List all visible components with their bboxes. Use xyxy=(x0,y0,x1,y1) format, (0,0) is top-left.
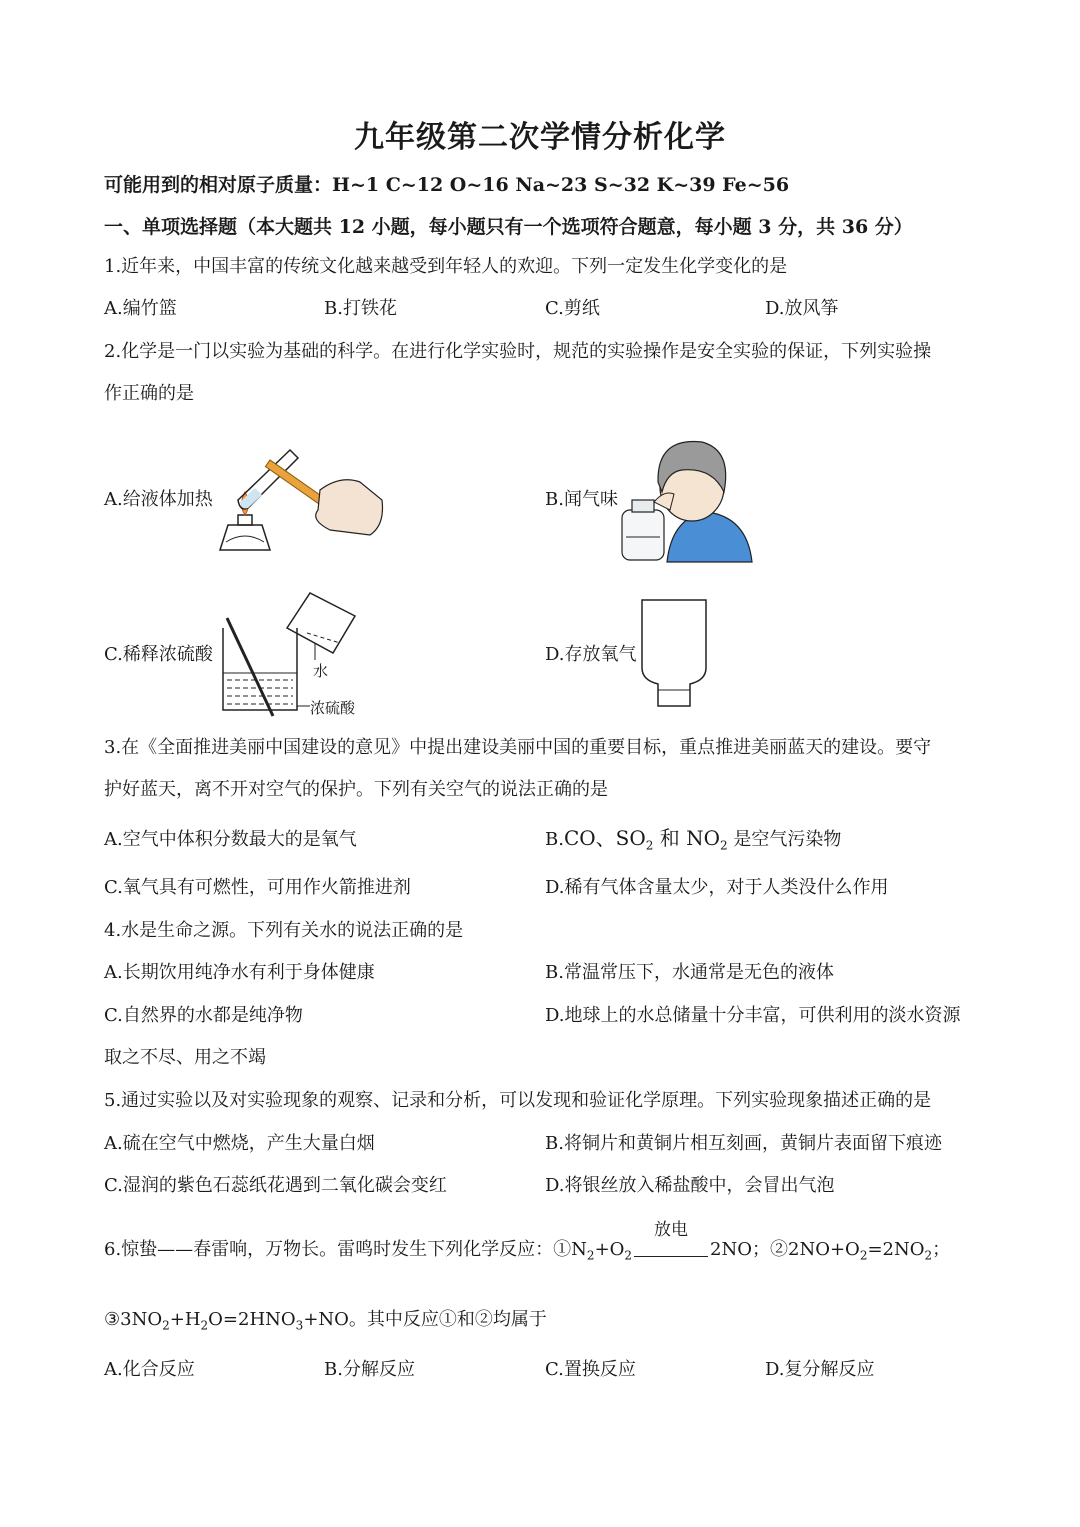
q2-option-b: B.闻气味 xyxy=(545,489,618,510)
q3-stem-line2: 护好蓝天，离不开对空气的保护。下列有关空气的说法正确的是 xyxy=(104,779,608,800)
q4-stem: 4.水是生命之源。下列有关水的说法正确的是 xyxy=(104,920,464,941)
q2-option-d: D.存放氧气 xyxy=(545,644,637,665)
section-heading: 一、单项选择题（本大题共 12 小题，每小题只有一个选项符合题意，每小题 3 分，共 36 分） xyxy=(104,216,913,238)
page-title: 九年级第二次学情分析化学 xyxy=(354,120,726,155)
q3-option-a: A.空气中体积分数最大的是氧气 xyxy=(104,829,357,850)
q4-option-d-line1: D.地球上的水总储量十分丰富，可供利用的淡水资源 xyxy=(545,1005,961,1026)
q5-option-d: D.将银丝放入稀盐酸中，会冒出气泡 xyxy=(545,1175,835,1196)
label-water: 水 xyxy=(313,662,329,680)
q1-stem: 1.近年来，中国丰富的传统文化越来越受到年轻人的欢迎。下列一定发生化学变化的是 xyxy=(104,256,788,277)
q2-stem-line2: 作正确的是 xyxy=(104,383,194,404)
q4-option-b: B.常温常压下，水通常是无色的液体 xyxy=(545,962,834,983)
q3-option-c: C.氧气具有可燃性，可用作火箭推进剂 xyxy=(104,877,411,898)
gas-bottle-illustration xyxy=(638,598,710,710)
q1-option-d: D.放风筝 xyxy=(765,298,839,319)
smelling-gas-illustration xyxy=(612,422,757,567)
q6-option-b: B.分解反应 xyxy=(324,1359,415,1380)
reaction-condition: 放电 xyxy=(634,1246,708,1257)
q1-option-a: A.编竹篮 xyxy=(104,298,177,319)
q5-stem: 5.通过实验以及对实验现象的观察、记录和分析，可以发现和验证化学原理。下列实验现象描述正确的是 xyxy=(104,1090,932,1111)
q5-option-c: C.湿润的紫色石蕊纸花遇到二氧化碳会变红 xyxy=(104,1175,447,1196)
q6-stem: 6.惊蛰——春雷响，万物长。雷鸣时发生下列化学反应：$①N_2+O_2$ 放电 2NO；$②2NO+O_2=2NO_2$； xyxy=(104,1220,951,1263)
q4-option-a: A.长期饮用纯净水有利于身体健康 xyxy=(104,962,375,983)
q5-option-a: A.硫在空气中燃烧，产生大量白烟 xyxy=(104,1133,375,1154)
q6-stem-line2: $③3NO_2+H_2O=2HNO_3+NO$。其中反应①和②均属于 xyxy=(104,1309,547,1333)
q6-option-d: D.复分解反应 xyxy=(765,1359,875,1380)
heating-liquid-illustration xyxy=(210,430,390,565)
q1-option-b: B.打铁花 xyxy=(324,298,397,319)
q6-option-a: A.化合反应 xyxy=(104,1359,195,1380)
q3-option-b: B.CO、$SO_2$ 和 $NO_2$ 是空气污染物 xyxy=(545,826,842,853)
q3-stem-line1: 3.在《全面推进美丽中国建设的意见》中提出建设美丽中国的重要目标，重点推进美丽蓝天的建设。要守 xyxy=(104,737,932,758)
q1-option-c: C.剪纸 xyxy=(545,298,600,319)
q4-option-d-line2: 取之不尽、用之不竭 xyxy=(104,1047,266,1068)
atomic-masses: 可能用到的相对原子质量：H~1 C~12 O~16 Na~23 S~32 K~39 Fe~56 xyxy=(104,174,790,196)
q2-option-a: A.给液体加热 xyxy=(104,489,213,510)
q6-option-c: C.置换反应 xyxy=(545,1359,636,1380)
q2-stem-line1: 2.化学是一门以实验为基础的科学。在进行化学实验时，规范的实验操作是安全实验的保证，下列实验操 xyxy=(104,341,932,362)
label-acid: 浓硫酸 xyxy=(310,699,356,717)
q2-option-c: C.稀释浓硫酸 xyxy=(104,644,213,665)
q4-option-c: C.自然界的水都是纯净物 xyxy=(104,1005,303,1026)
q5-option-b: B.将铜片和黄铜片相互刻画，黄铜片表面留下痕迹 xyxy=(545,1133,942,1154)
q3-option-d: D.稀有气体含量太少，对于人类没什么作用 xyxy=(545,877,889,898)
